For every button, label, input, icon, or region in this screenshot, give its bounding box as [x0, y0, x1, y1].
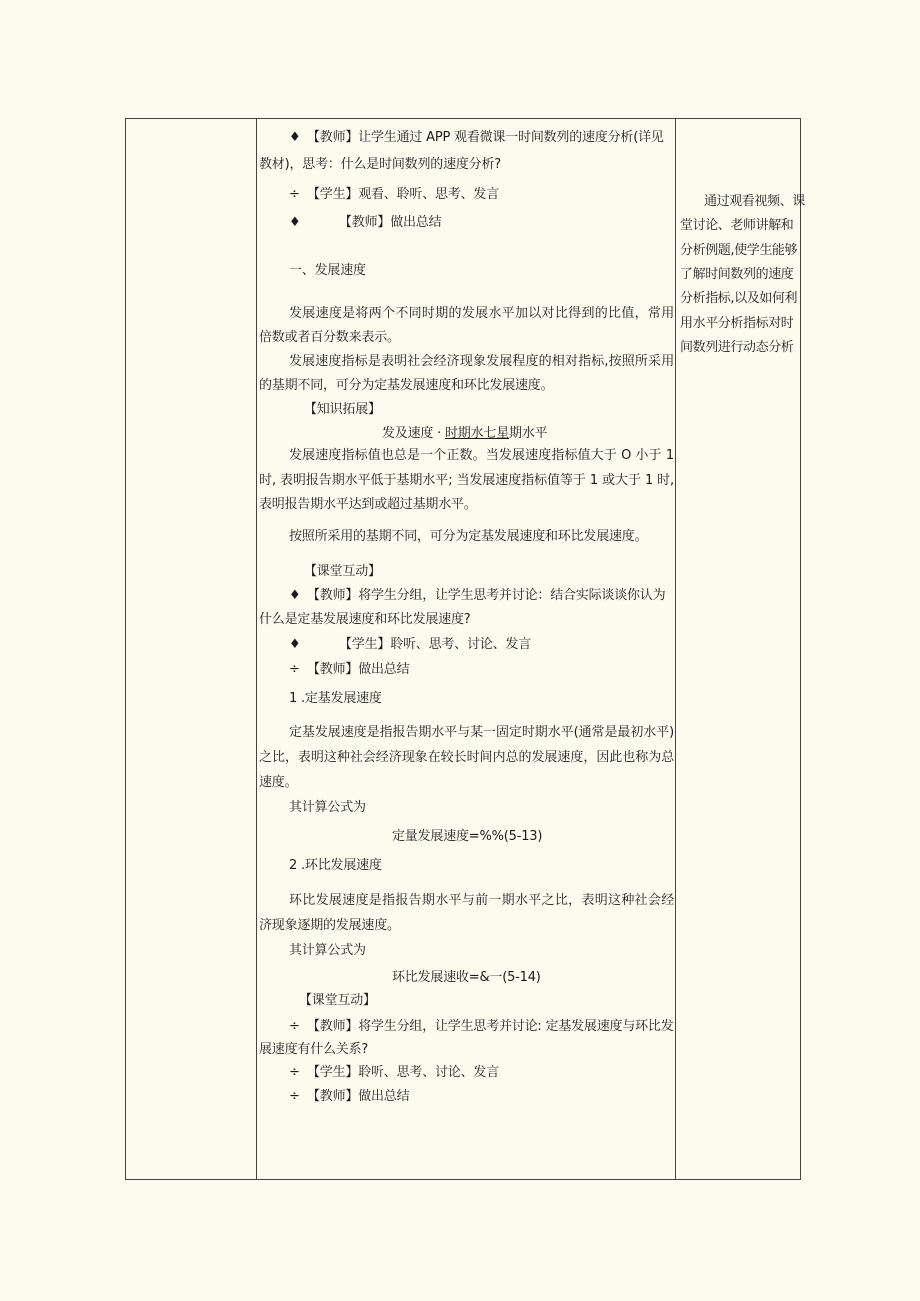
note-line-1: 通过观看视频、课: [704, 194, 805, 209]
division-bullet-icon: ÷: [289, 1019, 300, 1034]
line-teacher-group-2-cont: 展速度有什么关系?: [259, 1042, 369, 1057]
line-teacher-group-cont: 什么是定基发展速度和环比发展速度?: [259, 612, 471, 627]
formula-5-13: 定量发展速度=%%(5-13): [392, 829, 543, 844]
line-student-discuss-2: ÷ 【学生】聆听、思考、讨论、发言: [289, 1065, 500, 1080]
line-student-watch: ÷ 【学生】观看、聆听、思考、发言: [289, 187, 500, 202]
para-6-line-2: 济现象逐期的发展速度。: [259, 918, 400, 933]
heading-development-speed: 一、发展速度: [289, 263, 366, 278]
formula-5-14: 环比发展速收=&一(5-14): [392, 970, 541, 985]
para-1-line-2: 倍数或者百分数来表示。: [259, 330, 400, 345]
para-3-line-1: 发展速度指标值也总是一个正数。当发展速度指标值大于 O 小于 1: [289, 448, 674, 463]
note-line-4: 了解时间数列的速度: [680, 267, 794, 282]
line-teacher-group: ♦ 【教师】将学生分组，让学生思考并讨论：结合实际谈谈你认为: [289, 588, 666, 603]
formula-intro-1: 其计算公式为: [289, 800, 366, 815]
division-bullet-icon: ÷: [289, 1065, 300, 1080]
para-4: 按照所采用的基期不同，可分为定基发展速度和环比发展速度。: [289, 529, 648, 544]
para-2-line-1: 发展速度指标是表明社会经济现象发展程度的相对指标,按照所采用: [289, 354, 674, 369]
formula-image-text: 发及速度 · 时期水七星期水平: [382, 426, 548, 441]
note-line-3: 分析例题,使学生能够: [680, 243, 798, 258]
knowledge-extension-label: 【知识拓展】: [304, 402, 381, 417]
para-5-line-3: 速度。: [259, 775, 298, 790]
diamond-bullet-icon: ♦: [289, 588, 301, 603]
division-bullet-icon: ÷: [289, 1089, 300, 1104]
note-line-2: 堂讨论、老师讲解和: [680, 218, 794, 233]
heading-chain: 2 .环比发展速度: [289, 858, 382, 873]
heading-fixed-base: 1 .定基发展速度: [289, 691, 382, 706]
lesson-table: [125, 118, 805, 1180]
objective-notes-column: [676, 119, 805, 1179]
para-3-line-2: 时, 表明报告期水平低于基期水平; 当发展速度指标值等于 1 或大于 1 时,: [259, 473, 674, 488]
line-teacher-summary-1: ♦ 【教师】做出总结: [289, 215, 442, 230]
line-teacher-summary-3: ÷ 【教师】做出总结: [289, 1089, 410, 1104]
line-teacher-app-cont: 教材)，思考：什么是时间数列的速度分析?: [259, 157, 501, 172]
para-1-line-1: 发展速度是将两个不同时期的发展水平加以对比得到的比值，常用: [289, 306, 674, 321]
para-5-line-1: 定基发展速度是指报告期水平与某一固定时期水平(通常是最初水平): [289, 725, 674, 740]
classroom-interaction-label-2: 【课堂互动】: [299, 993, 376, 1008]
division-bullet-icon: ÷: [289, 187, 300, 202]
column-divider-1: [256, 119, 257, 1179]
para-3-line-3: 表明报告期水平达到或超过基期水平。: [259, 497, 477, 512]
note-line-5: 分析指标,以及如何利: [680, 291, 798, 306]
note-line-7: 间数列进行动态分析: [680, 340, 794, 355]
diamond-bullet-icon: ♦: [289, 215, 301, 230]
line-teacher-app: ♦ 【教师】让学生通过 APP 观看微课一时间数列的速度分析(详见: [289, 130, 664, 145]
para-5-line-2: 之比，表明这种社会经济现象在较长时间内总的发展速度，因此也称为总: [259, 750, 674, 765]
left-column-empty: [126, 119, 256, 1179]
formula-intro-2: 其计算公式为: [289, 943, 366, 958]
classroom-interaction-label-1: 【课堂互动】: [304, 564, 381, 579]
line-student-discuss-1: ♦ 【学生】聆听、思考、讨论、发言: [289, 637, 532, 652]
diamond-bullet-icon: ♦: [289, 130, 301, 145]
division-bullet-icon: ÷: [289, 662, 300, 677]
para-6-line-1: 环比发展速度是指报告期水平与前一期水平之比，表明这种社会经: [289, 893, 674, 908]
line-teacher-group-2: ÷ 【教师】将学生分组，让学生思考并讨论: 定基发展速度与环比发: [289, 1019, 674, 1034]
line-teacher-summary-2: ÷ 【教师】做出总结: [289, 662, 410, 677]
note-line-6: 用水平分析指标对时: [680, 316, 794, 331]
diamond-bullet-icon: ♦: [289, 637, 301, 652]
para-2-line-2: 的基期不同，可分为定基发展速度和环比发展速度。: [259, 378, 554, 393]
